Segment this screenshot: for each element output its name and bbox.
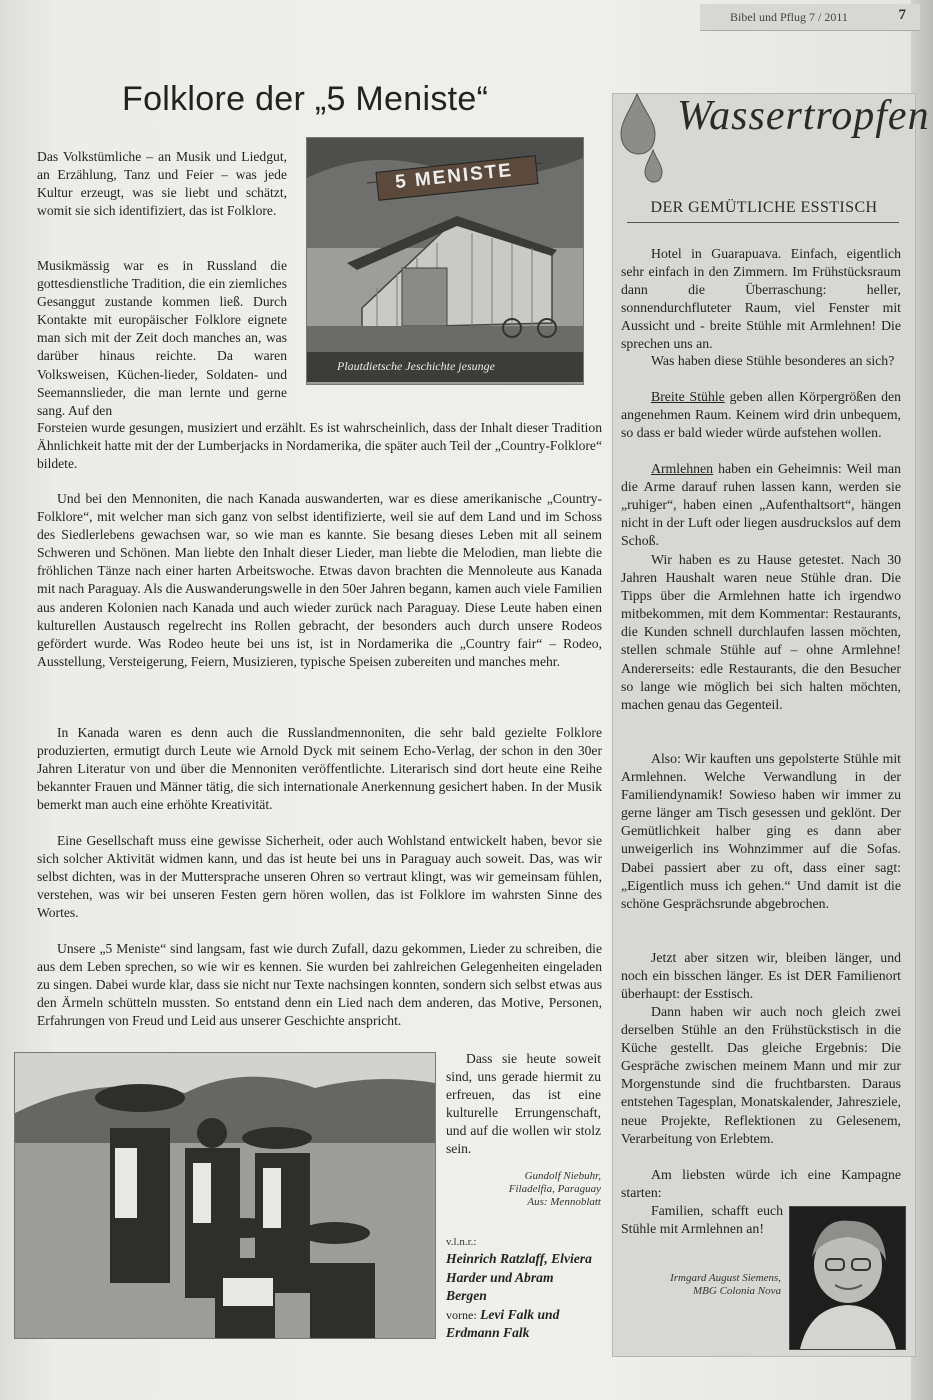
column-logo: Wassertropfen	[677, 93, 930, 139]
sidebar-author	[621, 1272, 781, 1298]
photo-caption-front-row: Levi Falk und Erdmann Falk	[446, 1306, 560, 1340]
photo-caption-back-row: Heinrich Ratzlaff, Elviera Harder und Abram Bergen	[446, 1251, 592, 1303]
author-source: Aus: Mennoblatt	[527, 1196, 601, 1208]
author-location: Filadelfia, Paraguay	[508, 1183, 601, 1195]
sidebar-paragraph-3-text: geben allen Körpergrößen den angenehmen Raum. Keinem wird drin unbequem, so dass er bald wieder würde aufstehen wollen.	[621, 389, 901, 441]
photo-caption	[446, 1250, 596, 1343]
band-photo	[14, 1052, 436, 1339]
article-paragraph-5: Eine Gesellschaft muss eine gewisse Sicherheit, oder auch Wohlstand entwickelt haben, bevor sie sich solcher Aktivität widmen kann, und das ist heute bei uns in Paraguay auch soweit. Das, was wir selbst dichten, was in der Muttersprache unseren Ohren so vertraut klingt, was wir gemeinsam fühlen, verstehen, was wir bei unseren Festen gern hören wollen, das ist Folklore im wahrsten Sinne des Wortes.	[37, 833, 602, 921]
portrait-illustration	[790, 1207, 905, 1349]
photo-caption-prefix: v.l.n.r.:	[446, 1236, 477, 1248]
sidebar-underlined-lead-2: Armlehnen	[651, 461, 714, 476]
sidebar-paragraph-7: Jetzt aber sitzen wir, bleiben länger, und noch ein bisschen länger. Es ist DER Familienort überhaupt: der Esstisch.	[621, 950, 901, 1002]
sidebar-paragraph-1: Hotel in Guarapuava. Einfach, eigentlich sehr einfach in den Zimmern. Im Frühstücksraum dann die Überraschung: heller, sonnendurchfluteter Raum, viel Fenster mit Aussicht und - breite Stühle mit Armlehnen! Die sprechen uns an.	[621, 246, 901, 352]
sidebar-paragraph-9: Am liebsten würde ich eine Kampagne starten:	[621, 1167, 901, 1201]
cd-band-sign: 5 MENISTE	[394, 159, 515, 194]
author-name: Gundolf Niebuhr,	[524, 1170, 601, 1182]
sidebar-paragraph-6: Also: Wir kauften uns gepolsterte Stühle mit Armlehnen. Welche Verwandlung in der Familiendynamik! Sowieso haben wir immer zu gerne länger am Tisch gesessen und geklönt. Der Gemütlichkeit halber ging es dann aber unweigerlich ins Wohnzimmer auf die Sofas. Dabei passiert aber zu oft, dass einer sagt: „Eigentlich muss ich gehen.“ Und damit ist die schöne Gesprächsrunde abgebrochen.	[621, 751, 901, 911]
running-header	[700, 4, 920, 31]
sidebar-paragraph-3	[621, 388, 901, 442]
article-paragraph-6: Unsere „5 Meniste“ sind langsam, fast wie durch Zufall, dazu gekommen, Lieder zu schreiben, die aus dem Leben sprechen, so wie wir es kennen. Sie wurden bei zahlreichen Gelegenheiten eingeladen zu singen. Dabei wurde klar, dass sie nicht nur Texte nachsingen konnten, sondern sich selbst etwas aus den Ärmeln schütteln mussten. So entstand denn ein Lied nach dem anderen, das Motive, Personen, Erfahrungen von Freud und Leid aus unserer Geschichte anspricht.	[37, 941, 602, 1029]
article-paragraph-3: Und bei den Mennoniten, die nach Kanada auswanderten, war es diese amerikanische „Country-Folklore“, mit welcher man sich ganz von selbst identifizierte, weil sie auf dem Land und im Schoss des Siedlerlebens gewachsen war, so wie man es kannte. Sie besang dieses Leben mit all seinem Schweren und Schönen. Man liebte den Inhalt dieser Lieder, man liebte die Melodien, man liebte die fröhlichen Tänze nach einer harten Arbeitswoche. Etwas davon brachten die Mennoleute aus Kanada mit nach Paraguay. Als die Auswanderungswelle in den 50er Jahren begann, kamen auch viele Familien aus anderen Kolonien nach Kanada und auch wieder zurück nach Paraguay. Diese Leute haben einen kulturellen Austausch regelrecht ins Rollen gebracht, der besonders auch durch unsere Rodeos gefördert wurde. Was Rodeo heute bei uns ist, ist in Nordamerika die „Country fair“ – Rodeo, Ausstellung, Versteigerung, Feiern, Musizieren, typische Speisen zubereiten und manches mehr.	[37, 491, 602, 669]
cd-cover-image	[306, 137, 584, 385]
article-paragraph-2: Musikmässig war es in Russland die gottesdienstliche Tradition, die ein ziemliches Gesanggut zustande kommen ließ. Durch Kontakte mit europäischer Folklore eignete man sich mit der Zeit doch manches an, was darüber hinaus reichte. Da waren Volksweisen, Küchen-lieder, Soldaten- und Seemannslieder, die man lernte und gerne sang. Auf den	[37, 258, 287, 418]
sidebar-heading: DER GEMÜTLICHE ESSTISCH	[650, 199, 878, 216]
article-author	[446, 1170, 601, 1209]
article-paragraph-7: Dass sie heute soweit sind, uns gerade hiermit zu erfreuen, das ist eine kulturelle Errungenschaft, und auf die wollen wir stolz sein.	[446, 1051, 601, 1157]
sidebar-paragraph-4	[621, 460, 901, 550]
article-paragraph-1: Das Volkstümliche – an Musik und Liedgut, an Erzählung, Tanz und Feier – was jede Kultur erzeugt, was sie liebt und schätzt, womit sie sich identifiziert, das ist Folklore.	[37, 149, 287, 219]
sidebar-author-place: MBG Colonia Nova	[693, 1285, 781, 1297]
sidebar-paragraph-4-text: haben ein Geheimnis: Weil man die Arme darauf ruhen lassen kann, werden sie „ruhiger“, haben einen „Aufenthaltsort“, hängen nicht in der Luft oder liegen ausdruckslos auf dem Schoß.	[621, 461, 901, 549]
band-photo-illustration	[15, 1053, 435, 1338]
sidebar-paragraph-5: Wir haben es zu Hause getestet. Nach 30 Jahren Haushalt waren neue Stühle dran. Die Tipps über die Armlehnen hatte ich irgendwo mitbekommen, mit dem Kommentar: Restaurants, die Kunden schnell durchlaufen lassen möchten, stellen schmale Stühle auf – ohne Armlehne! Andererseits: edle Restaurants, die den Besucher so lange wie möglich bei sich halten möchten, machen genau das Gegenteil.	[621, 552, 901, 712]
article-title: Folklore der „5 Meniste“	[122, 80, 489, 118]
article-paragraph-2-continued: Forsteien wurde gesungen, musiziert und erzählt. Es ist wahrscheinlich, dass der Inhalt dieser Tradition Ähnlichkeit hatte mit der der Lumberjacks in Nordamerika, die später auch Teil der „Country-Folklore“ bildete.	[37, 420, 602, 472]
cd-caption: Plautdietsche Jeschichte jesunge	[337, 359, 495, 373]
author-portrait	[789, 1206, 906, 1350]
water-drop-icon	[615, 88, 685, 188]
page-number: 7	[898, 7, 906, 23]
article-paragraph-4: In Kanada waren es denn auch die Russlandmennoniten, die sehr bald gezielte Folklore produzierten, ermutigt durch Leute wie Arnold Dyck mit seinem Echo-Verlag, der schon in den 30er Jahren Literatur von und über die Mennoniten veröffentlichte. Literarisch sind dort heute eine Reihe bekannter Frauen und Männer tätig, die sich internationale Anerkennung gesichert haben. In der Musik bemerkt man auch eine erhöhte Kreativität.	[37, 725, 602, 813]
publication-name: Bibel und Pflug 7 / 2011	[730, 10, 848, 24]
sidebar-underlined-lead-1: Breite Stühle	[651, 389, 725, 404]
photo-caption-front-label: vorne:	[446, 1307, 477, 1322]
sidebar-author-name: Irmgard August Siemens,	[670, 1272, 781, 1284]
sidebar-paragraph-2: Was haben diese Stühle besonderes an sich?	[651, 353, 895, 368]
sidebar-paragraph-8: Dann haben wir auch noch gleich zwei derselben Stühle an den Frühstückstisch in die Küche gestellt. Das gleiche Ergebnis: Die Gespräche zwischen meinem Mann und mir zur Morgenstunde sind die fruchtbarsten. Daraus entstehen Tagesplan, Monatskalender, Jahresziele, neue Projekte, Reflektionen zu Gelesenem, Verarbeitung von Erlebtem.	[621, 1004, 901, 1146]
sidebar-heading-rule	[627, 222, 899, 223]
sidebar-paragraph-10: Familien, schafft euch Stühle mit Armlehnen an!	[621, 1203, 783, 1237]
